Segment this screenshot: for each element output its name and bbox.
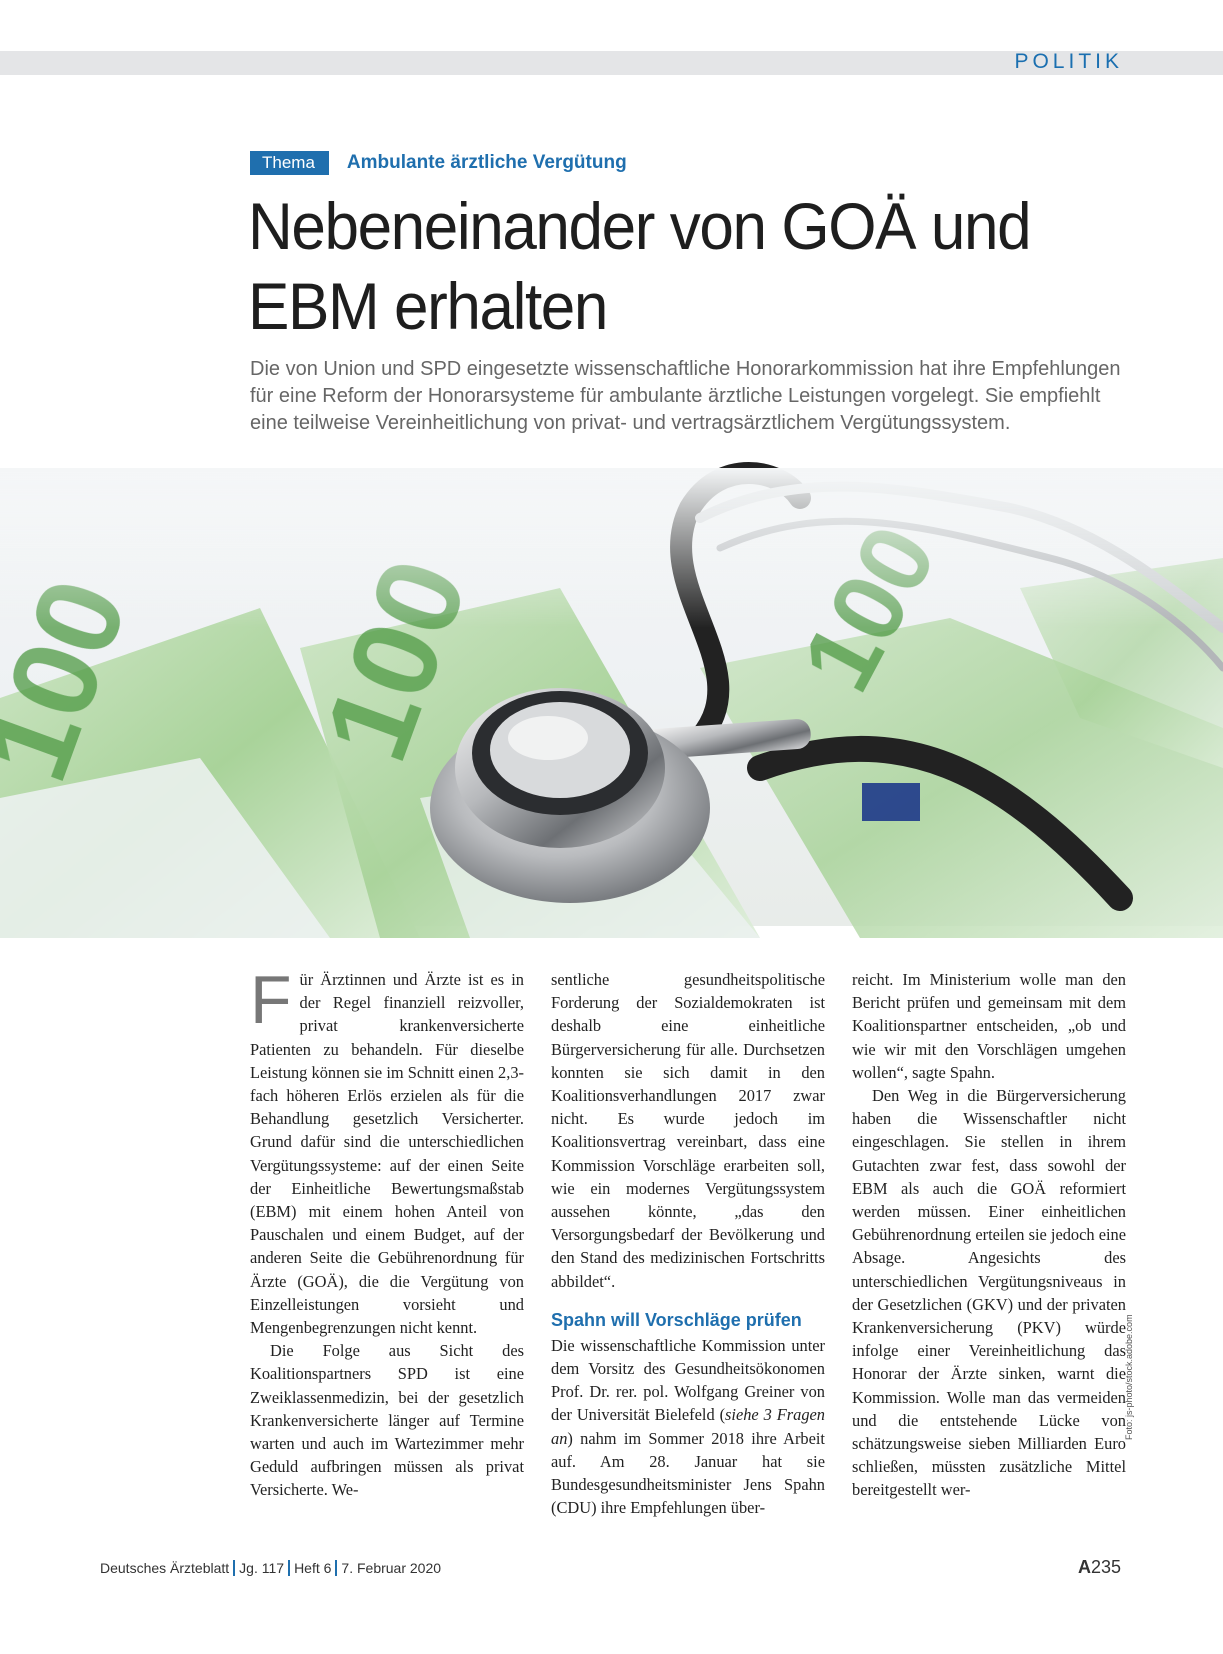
paragraph-text: ) nahm im Sommer 2018 ihre Arbeit auf. Am 28. Januar hat sie Bundesgesundheitsminister Jens Spahn (CDU) ihre Empfehlungen über- — [551, 1428, 825, 1518]
drop-cap: F — [250, 962, 292, 1038]
page-number-value: 235 — [1090, 1557, 1121, 1577]
date: 7. Februar 2020 — [341, 1560, 442, 1576]
kicker-topic: Ambulante ärztliche Vergütung — [346, 152, 627, 173]
headline — [248, 186, 1094, 346]
paragraph: Den Weg in die Bürgerversicherung haben die Wissenschaftler nicht eingeschlagen. Sie stellen in ihrem Gutachten zwar fest, dass sowohl der EBM als auch die GOÄ reformiert werden müssen. Einer einheitlichen Gebührenordnung erteilen sie jedoch eine Absage. Angesichts des unterschiedlichen Vergütungsniveaus in der Gesetzlichen (GKV) und der privaten Krankenversicherung (PKV) würde infolge einer Vereinheitlichung das Honorar der Ärzte sinken, warnt die Kommission. Wolle man das vermeiden und die entstehende Lücke von schätzungsweise sieben Milliarden Euro schließen, müssten zusätzliche Mittel bereitgestellt wer- — [852, 1086, 1126, 1500]
paragraph — [250, 962, 524, 1339]
paragraph: Die Folge aus Sicht des Koalitionspartners SPD ist eine Zweiklassenmedizin, bei der gesetzlich Krankenversicherte länger auf Termine warten und auch im Wartezimmer mehr Geduld aufbringen müssen als privat Versicherte. We- — [250, 1341, 524, 1500]
thema-badge: Thema — [250, 151, 329, 175]
paragraph: reicht. Im Ministerium wolle man den Bericht prüfen und gemeinsam mit dem Koalitionspartner entscheiden, „ob und wie wir mit den Vorschlägen umgehen wollen“, sagte Spahn. — [852, 970, 1126, 1082]
page-prefix: A — [1077, 1557, 1091, 1577]
separator — [288, 1560, 290, 1576]
page-number — [1078, 1557, 1121, 1578]
paragraph-text: Die wissenschaftliche Kommission unter dem Vorsitz des Gesundheitsökonomen Prof. Dr. rer. pol. Wolfgang Greiner von der Universität Bielefeld ( — [551, 1335, 825, 1425]
paragraph: sentliche gesundheitspolitische Forderung der Sozialdemokraten ist deshalb eine einheitliche Bürgerversicherung für alle. Durchsetzen konnten sie sich damit in den Koalitionsverhandlungen 2017 zwar nicht. Es wurde jedoch im Koalitionsvertrag vereinbart, dass eine Kommission Vorschläge erarbeiten soll, wie ein modernes Vergütungssystem aussehen könnte, „das den Versorgungsbedarf der Bevölkerung und den Stand des medizinischen Fortschritts abbildet“. — [551, 970, 825, 1291]
journal-name: Deutsches Ärzteblatt — [100, 1560, 230, 1576]
kicker-row — [250, 151, 627, 175]
photo-credit: Foto: js-photo/stock.adobe.com — [1124, 1314, 1134, 1440]
headline-line-2: EBM erhalten — [248, 269, 607, 343]
article-column-3 — [852, 968, 1126, 1553]
article-photo — [0, 468, 1223, 926]
separator — [335, 1560, 337, 1576]
headline-line-1: Nebeneinander von GOÄ und — [248, 189, 1031, 263]
volume: Jg. 117 — [239, 1560, 285, 1576]
article-column-1 — [250, 962, 524, 1553]
paragraph — [551, 1334, 825, 1520]
article-column-2 — [551, 968, 825, 1553]
article-body — [250, 962, 1126, 1553]
section-label: POLITIK — [1014, 50, 1123, 73]
stethoscope-on-euro-banknotes-photo — [0, 468, 1223, 926]
cross-reference: siehe 3 Fragen an — [551, 1405, 825, 1448]
lead-paragraph: Die von Union und SPD eingesetzte wissenschaftliche Honorarkommission hat ihre Empfehlungen für eine Reform der Honorarsysteme für ambulante ärztliche Leistungen vorgelegt. Sie empfiehlt eine teilweise Vereinheitlichung von privat- und vertragsärztlichem Vergütungssystem. — [250, 358, 1121, 434]
separator — [233, 1560, 235, 1576]
footer-citation — [100, 1560, 441, 1576]
subheading: Spahn will Vorschläge prüfen — [551, 1309, 802, 1330]
paragraph-text: ür Ärztinnen und Ärzte ist es in der Regel finanziell reizvoller, privat krankenversicherte Patienten zu behandeln. Für dieselbe Leistung können sie im Schnitt einen 2,3-fach höheren Erlös erzielen als für die Behandlung gesetzlich Versicherter. Grund dafür sind die unterschiedlichen Vergütungssysteme: auf der einen Seite der Einheitliche Bewertungsmaßstab (EBM) mit einem hohen Anteil von Pauschalen und einem Budget, auf der anderen Seite die Gebührenordnung für Ärzte (GOÄ), die die Vergütung von Einzelleistungen vorsieht und Mengenbegrenzungen nicht kennt. — [250, 970, 524, 1338]
issue: Heft 6 — [294, 1560, 332, 1576]
